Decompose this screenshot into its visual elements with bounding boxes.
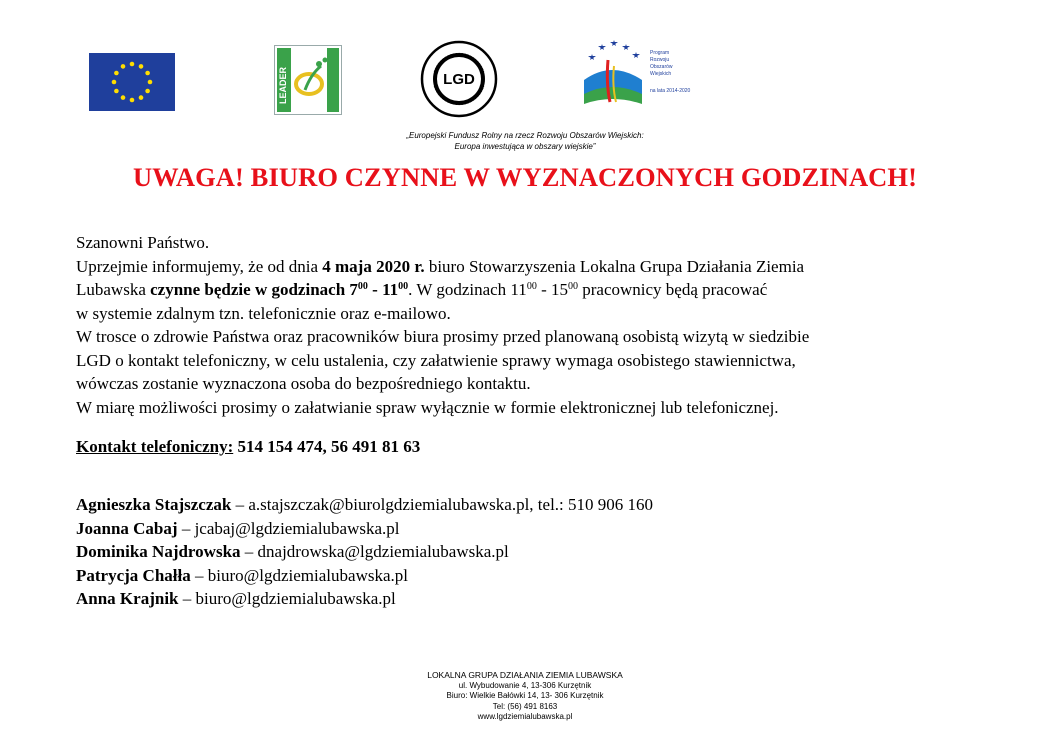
staff-info: – dnajdrowska@lgdziemialubawska.pl — [240, 542, 509, 561]
prow-line-3: Obszarów — [650, 64, 673, 70]
text-segment: Uprzejmie informujemy, że od dnia — [76, 256, 323, 276]
footer-web: www.lgdziemialubawska.pl — [477, 712, 573, 722]
leader-logo — [274, 45, 342, 115]
staff-name: Anna Krajnik — [76, 589, 179, 608]
lgd-logo-text: LGD — [443, 71, 475, 88]
staff-info: – jcabaj@lgdziemialubawska.pl — [177, 518, 400, 538]
announcement-body — [76, 231, 976, 419]
prow-line-1: Program — [650, 50, 670, 56]
prow-line-4: Wiejskich — [650, 71, 672, 77]
date-highlight: 4 maja 2020 r. — [322, 256, 425, 276]
paragraph-line-6: wówczas zostanie wyznaczona osoba do bezpośredniego kontaktu. — [76, 374, 531, 393]
staff-name: Dominika Najdrowska — [76, 542, 241, 561]
paragraph-line-4: W trosce o zdrowie Państwa oraz pracowników biura prosimy przed planowaną osobistą wizytą w siedzibie — [76, 327, 810, 346]
hour-sup: 00 — [398, 281, 409, 292]
hours-label: czynne będzie w godzinach 7 — [150, 280, 358, 299]
prow-years: na lata 2014-2020 — [650, 88, 691, 94]
funding-line-2: Europa inwestująca w obszary wiejskie” — [454, 142, 596, 151]
funding-line-1: „Europejski Fundusz Rolny na rzecz Rozwoju Obszarów Wiejskich: — [406, 131, 644, 140]
text-segment: Lubawska — [76, 280, 151, 299]
logo-bar — [0, 40, 1050, 120]
paragraph-line-2 — [76, 278, 976, 302]
footer-address-1: ul. Wybudowanie 4, 13-306 Kurzętnik — [458, 680, 592, 690]
staff-info: – biuro@lgdziemialubawska.pl — [178, 589, 396, 608]
text-segment: - 15 — [536, 280, 568, 299]
hours-highlight — [150, 280, 408, 299]
staff-item — [76, 493, 653, 517]
footer — [0, 670, 1050, 723]
footer-org: LOKALNA GRUPA DZIAŁANIA ZIEMIA LUBAWSKA — [427, 670, 623, 680]
hour-sup: 00 — [357, 281, 368, 292]
staff-name: Patrycja Chałła — [76, 565, 191, 585]
hours-dash: - 11 — [367, 280, 399, 299]
hour-sup: 00 — [526, 281, 537, 292]
staff-info: – a.stajszczak@biurolgdziemialubawska.pl, tel.: 510 906 160 — [231, 495, 654, 514]
contact-phone — [76, 437, 420, 457]
page-title: UWAGA! BIURO CZYNNE W WYZNACZONYCH GODZINACH! — [132, 162, 918, 192]
staff-item — [76, 587, 653, 611]
greeting: Szanowni Państwo. — [76, 233, 210, 252]
text-segment: . W godzinach 11 — [408, 280, 527, 299]
paragraph-line-5: LGD o kontakt telefoniczny, w celu ustalenia, czy załatwienie sprawy wymaga osobistego stawiennictwa, — [76, 350, 796, 370]
staff-name: Joanna Cabaj — [76, 518, 178, 538]
paragraph-line-1 — [76, 255, 976, 279]
contact-numbers: 514 154 474, 56 491 81 63 — [233, 437, 421, 456]
staff-info: – biuro@lgdziemialubawska.pl — [190, 565, 408, 585]
staff-item — [76, 564, 653, 588]
funding-note — [0, 130, 1050, 152]
lgd-ziemia-lubawska-logo — [420, 40, 498, 118]
paragraph-line-7: W miarę możliwości prosimy o załatwianie spraw wyłącznie w formie elektronicznej lub telefonicznej. — [76, 397, 779, 417]
footer-phone: Tel: (56) 491 8163 — [492, 701, 558, 711]
staff-item — [76, 540, 653, 564]
svg-text:LEADER: LEADER — [278, 66, 288, 104]
text-segment: pracownicy będą pracować — [577, 280, 768, 299]
staff-list — [76, 493, 653, 611]
eu-flag-logo — [89, 53, 175, 111]
contact-label: Kontakt telefoniczny: — [76, 437, 234, 456]
text-segment: biuro Stowarzyszenia Lokalna Grupa Działania Ziemia — [424, 256, 805, 276]
hour-sup: 00 — [567, 281, 578, 292]
staff-name: Agnieszka Stajszczak — [76, 495, 232, 514]
prow-line-2: Rozwoju — [650, 57, 670, 63]
staff-item — [76, 517, 653, 541]
footer-address-2: Biuro: Wielkie Bałówki 14, 13- 306 Kurzętnik — [446, 691, 604, 701]
paragraph-line-3: w systemie zdalnym tzn. telefonicznie oraz e-mailowo. — [76, 303, 451, 323]
prow-logo — [582, 40, 692, 120]
